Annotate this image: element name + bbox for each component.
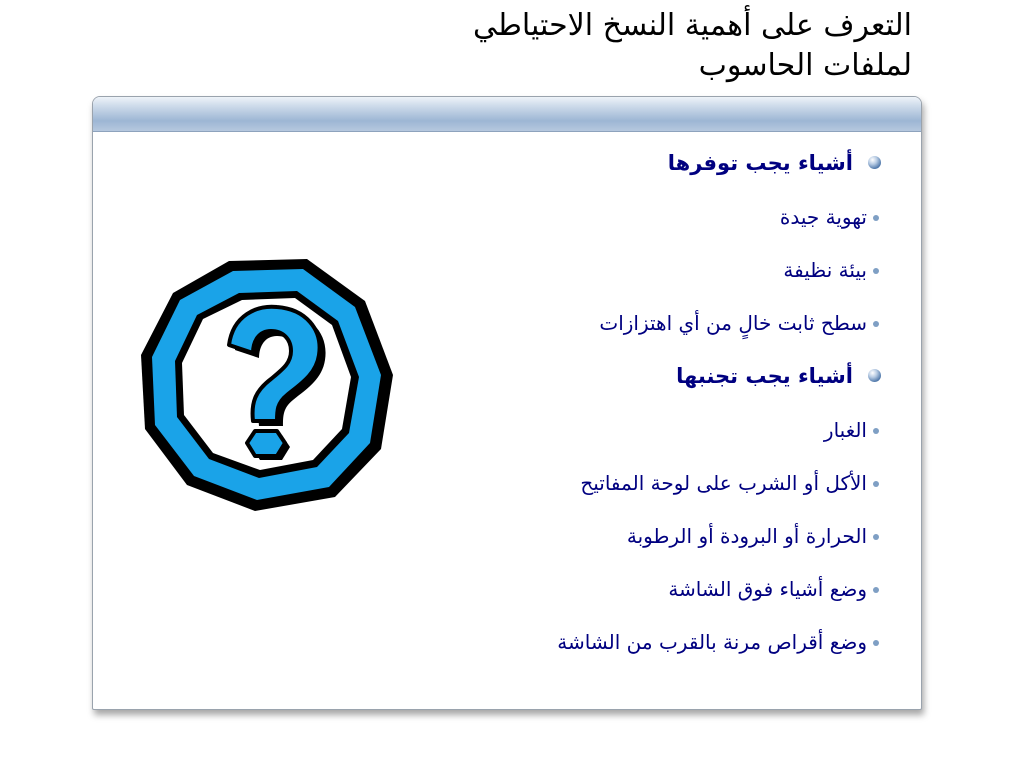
- bullet-sphere-icon: [868, 156, 881, 169]
- list-item-text: الحرارة أو البرودة أو الرطوبة: [626, 524, 867, 548]
- list-item: [321, 301, 881, 354]
- list-item-text: الغبار: [823, 418, 867, 442]
- bullet-dot-icon: [873, 428, 879, 434]
- question-dot: [247, 431, 285, 456]
- list-item-text: وضع أشياء فوق الشاشة: [668, 577, 867, 601]
- bullet-dot-icon: [873, 321, 879, 327]
- bullet-sphere-icon: [868, 369, 881, 382]
- list-item-text: وضع أقراص مرنة بالقرب من الشاشة: [557, 630, 867, 654]
- list-item: [321, 195, 881, 248]
- list-item: [321, 567, 881, 620]
- section-heading-avoid: [321, 354, 881, 408]
- list-item: [321, 514, 881, 567]
- slide-title: [212, 6, 912, 86]
- list-item-text: سطح ثابت خالٍ من أي اهتزازات: [599, 311, 867, 335]
- bullet-dot-icon: [873, 481, 879, 487]
- bullet-dot-icon: [873, 215, 879, 221]
- panel-header-bar: [93, 97, 921, 132]
- list-item: [321, 248, 881, 301]
- title-line-2: لملفات الحاسوب: [698, 48, 912, 83]
- list-item-text: تهوية جيدة: [779, 205, 867, 229]
- title-line-1: التعرف على أهمية النسخ الاحتياطي: [472, 8, 912, 43]
- section-heading-provide: [321, 141, 881, 195]
- bullet-dot-icon: [873, 534, 879, 540]
- section-heading-text: أشياء يجب توفرها: [667, 151, 853, 175]
- list-item-text: بيئة نظيفة: [783, 258, 867, 282]
- bullet-list: [321, 141, 881, 673]
- list-item: [321, 620, 881, 673]
- bullet-dot-icon: [873, 587, 879, 593]
- list-item-text: الأكل أو الشرب على لوحة المفاتيح: [580, 471, 867, 495]
- list-item: [321, 408, 881, 461]
- section-heading-text: أشياء يجب تجنبها: [676, 364, 853, 388]
- list-item: [321, 461, 881, 514]
- bullet-dot-icon: [873, 268, 879, 274]
- bullet-dot-icon: [873, 640, 879, 646]
- content-panel: [92, 96, 922, 710]
